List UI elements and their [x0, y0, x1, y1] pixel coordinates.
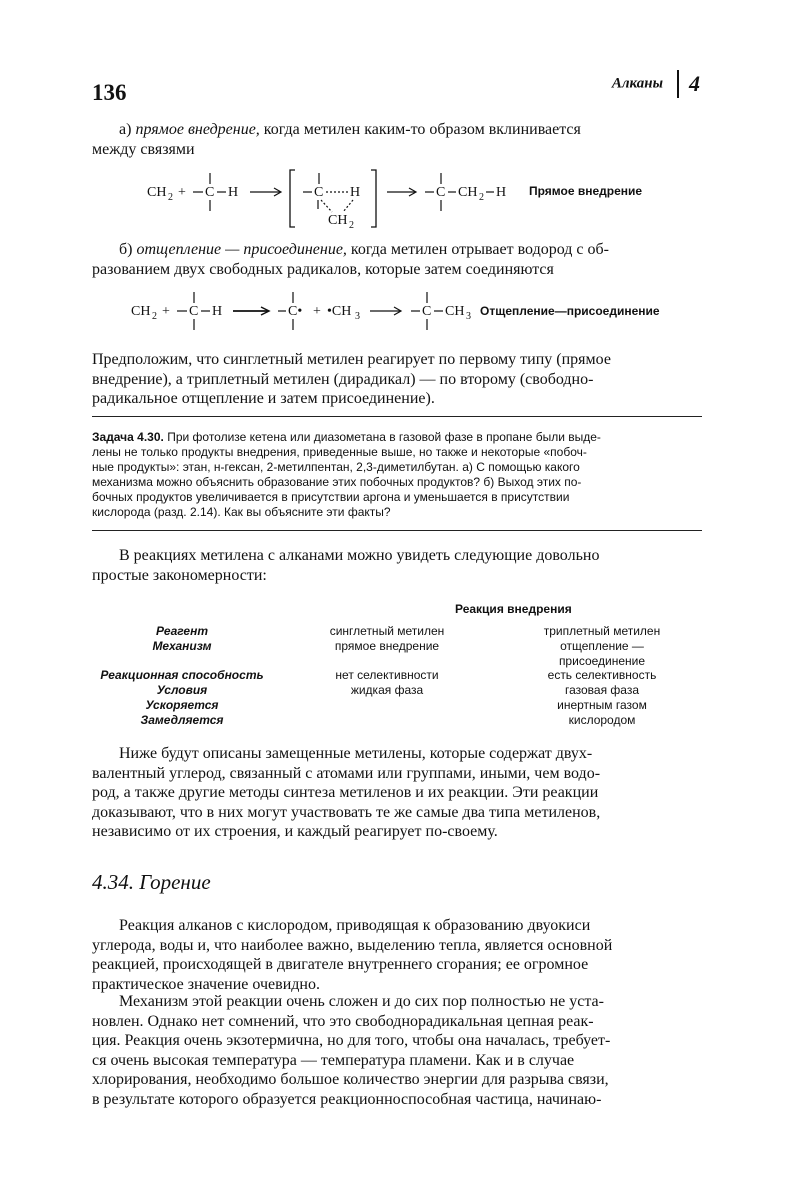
- paragraph-line: внедрение), а триплетный метилен (дирадикал) — по второму (свободно-: [92, 370, 594, 388]
- paragraph-substituted-methylenes: [92, 744, 702, 842]
- svg-text:C•: C•: [288, 304, 303, 319]
- paragraph-line: доказывают, что в них могут участвовать те же самые два типа метиленов,: [92, 803, 601, 821]
- task-4-30: [92, 430, 702, 520]
- svg-text:C: C: [189, 304, 199, 319]
- paragraph-line: новлен. Однако нет сомнений, что это свободнорадикальная цепная реак-: [92, 1012, 594, 1030]
- paragraph-line: Механизм этой реакции очень сложен и до сих пор полностью не уста-: [119, 993, 604, 1010]
- paragraph-line: независимо от их строения, и каждый реагирует по-своему.: [92, 823, 498, 840]
- task-line: ные продукты»: этан, н-гексан, 2-метилпентан, 2,3-диметилбутан. а) С помощью какого: [92, 460, 580, 474]
- svg-text:CH: CH: [445, 304, 465, 319]
- svg-text:H: H: [212, 304, 223, 319]
- equation-label-direct-insertion: Прямое внедрение: [529, 184, 643, 198]
- task-label: Задача 4.30.: [92, 430, 164, 444]
- paragraph-direct-insertion: [92, 120, 702, 159]
- comparison-table: [92, 624, 702, 728]
- running-title: Алканы: [611, 75, 663, 92]
- paragraph-line: разованием двух свободных радикалов, которые затем соединяются: [92, 260, 554, 278]
- svg-text:2: 2: [349, 220, 354, 231]
- svg-text:CH: CH: [328, 213, 348, 228]
- chapter-number: 4: [689, 71, 700, 96]
- paragraph-line: хлорирования, необходимо большое количество энергии для разрыва связи,: [92, 1071, 609, 1088]
- task-line: Задача 4.30. При фотолизе кетена или диазометана в газовой фазе в пропане были выде-: [92, 430, 601, 444]
- svg-text:3: 3: [355, 311, 360, 322]
- svg-text:C: C: [436, 185, 446, 200]
- table-row: Механизм прямое внедрение отщепление —: [152, 638, 644, 653]
- paragraph-regularities: [92, 546, 702, 585]
- paragraph-line: практическое значение очевидно.: [92, 975, 320, 993]
- svg-text:2: 2: [152, 311, 157, 322]
- svg-text:H: H: [350, 185, 361, 200]
- paragraph-line: ся очень высокая температура — температура пламени. Как и в случае: [92, 1051, 575, 1069]
- paragraph-line: Ниже будут описаны замещенные метилены, которые содержат двух-: [119, 745, 593, 762]
- svg-text:C: C: [314, 185, 324, 200]
- svg-text:+: +: [313, 304, 321, 319]
- paragraph-line: валентный углерод, связанный с атомами или группами, иными, чем водо-: [92, 764, 601, 782]
- paragraph-line: б) отщепление — присоединение, когда метилен отрывает водород с об-: [119, 241, 609, 258]
- svg-text:C: C: [422, 304, 432, 319]
- svg-text:2: 2: [168, 192, 173, 203]
- paragraph-line: между связями: [92, 140, 195, 158]
- running-head: [612, 70, 700, 98]
- paragraph-combustion-mechanism: [92, 992, 702, 1109]
- svg-text:CH: CH: [147, 185, 167, 200]
- equation-label-abstraction-combination: Отщепление—присоединение: [480, 304, 660, 318]
- header-divider: [677, 70, 679, 98]
- paragraph-combustion-intro: [92, 916, 702, 994]
- svg-text:CH: CH: [131, 304, 151, 319]
- task-line: механизма можно объяснить образование этих побочных продуктов? б) Выход этих по-: [92, 475, 582, 489]
- paragraph-line: углерода, воды и, что наиболее важно, выделению тепла, является основной: [92, 936, 613, 954]
- section-title: 4.34. Горение: [92, 870, 211, 894]
- paragraph-assumption: [92, 350, 702, 409]
- paragraph-line: в результате которого образуется реакционноспособная частица, начинаю-: [92, 1090, 602, 1108]
- svg-text:•CH: •CH: [327, 304, 352, 319]
- table-row: Условия жидкая фаза газовая фаза: [156, 683, 640, 698]
- svg-text:3: 3: [466, 311, 471, 322]
- table-row: Реагент синглетный метилен триплетный метилен: [155, 624, 661, 638]
- task-line: лены не только продукты внедрения, приведенные выше, но также и некоторые «побоч-: [92, 445, 587, 459]
- table-row: Замедляется кислородом: [140, 712, 636, 727]
- paragraph-line: В реакциях метилена с алканами можно увидеть следующие довольно: [119, 547, 600, 564]
- rule-top: [92, 416, 702, 417]
- paragraph-line: Предположим, что синглетный метилен реагирует по первому типу (прямое: [92, 351, 611, 368]
- svg-text:C: C: [205, 185, 215, 200]
- svg-text:CH: CH: [458, 185, 478, 200]
- svg-text:H: H: [228, 185, 239, 200]
- paragraph-line: род, а также другие методы синтеза метиленов и их реакции. Эти реакции: [92, 784, 599, 801]
- paragraph-abstraction-combination: [92, 240, 702, 279]
- svg-text:2: 2: [479, 192, 484, 203]
- table-row: Реакционная способность нет селективности есть селективность: [100, 668, 657, 683]
- rule-bottom: [92, 530, 702, 531]
- table-row: присоединение: [558, 653, 646, 668]
- table-title: Реакция внедрения: [455, 602, 572, 616]
- equation-direct-insertion: [140, 165, 680, 235]
- svg-text:+: +: [178, 185, 186, 200]
- task-line: бочных продуктов увеличивается в присутствии аргона и уменьшается в присутствии: [92, 490, 570, 504]
- svg-text:H: H: [496, 185, 507, 200]
- paragraph-line: Реакция алканов с кислородом, приводящая к образованию двуокиси: [119, 917, 591, 934]
- page-number: 136: [92, 80, 127, 105]
- paragraph-line: ция. Реакция очень экзотермична, но для того, чтобы она началась, требует-: [92, 1032, 611, 1049]
- table-row: Ускоряется инертным газом: [145, 697, 647, 712]
- task-line: кислорода (разд. 2.14). Как вы объясните эти факты?: [92, 505, 391, 519]
- term-direct-insertion: прямое внедрение,: [135, 121, 260, 138]
- paragraph-line: а) прямое внедрение, когда метилен каким-то образом вклинивается: [119, 121, 581, 138]
- paragraph-line: реакцией, происходящей в двигателе внутреннего сгорания; ее огромное: [92, 956, 589, 973]
- paragraph-line: простые закономерности:: [92, 566, 267, 584]
- svg-text:+: +: [162, 304, 170, 319]
- term-abstraction-combination: отщепление — присоединение,: [136, 241, 347, 258]
- paragraph-line: радикальное отщепление и затем присоединение).: [92, 390, 435, 407]
